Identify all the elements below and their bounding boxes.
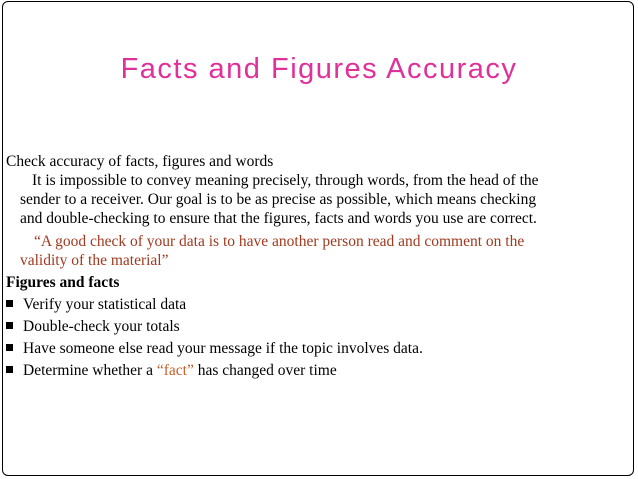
bullet-square-icon [6,366,13,373]
bullet-text: Double-check your totals [23,318,180,335]
paragraph-line: and double-checking to ensure that the figures, facts and words you use are correct. [20,210,537,227]
bullet-item [6,361,626,380]
bullet-item [6,295,626,314]
section-heading: Figures and facts [6,274,120,291]
bullet-text [23,361,337,380]
bullet-text: Have someone else read your message if the topic involves data. [23,340,423,357]
bullet-item [6,339,626,358]
paragraph-line: sender to a receiver. Our goal is to be as precise as possible, which means checking [20,191,537,208]
intro-line: Check accuracy of facts, figures and words [6,153,274,170]
bullet-text-after: has changed over time [193,362,337,379]
bullet-square-icon [6,344,13,351]
quote-line: “A good check of your data is to have another person read and comment on the [34,233,525,250]
paragraph-line: It is impossible to convey meaning precisely, through words, from the head of the [32,172,539,189]
slide-title: Facts and Figures Accuracy [120,53,518,85]
bullet-item [6,317,626,336]
bullet-square-icon [6,322,13,329]
bullet-text: Verify your statistical data [23,296,187,313]
bullet-square-icon [6,300,13,307]
bullet-text-before: Determine whether a [23,362,157,379]
fact-highlight: “fact” [156,362,194,379]
quote-line: validity of the material” [20,252,169,269]
slide-body [6,152,626,380]
